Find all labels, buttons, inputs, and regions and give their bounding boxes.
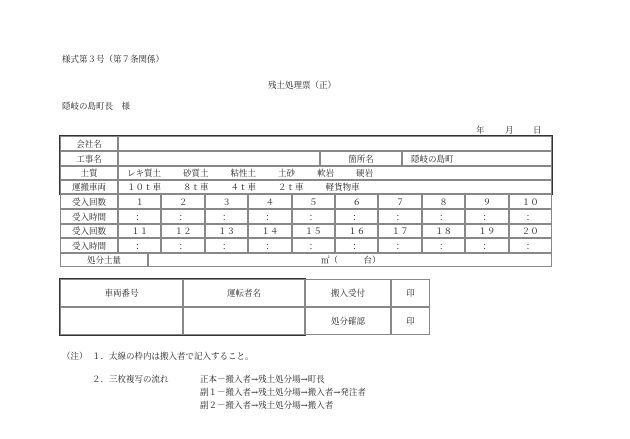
flow-3: 副２－搬入者→残土処分場→搬入者 [200,401,334,411]
count-cell: ２ [161,194,204,209]
note-2: ２．三枚複写の流れ [92,375,169,385]
count-cell: １１ [118,224,161,238]
soil-type-option[interactable]: 粘性土 [230,169,257,179]
time-cell[interactable]: ： [335,209,378,224]
note-1: １．太線の枠内は搬入者で記入すること。 [92,352,254,362]
driver-field[interactable] [183,307,305,335]
time-cell[interactable]: ： [378,209,421,224]
count-cell: １７ [378,224,421,238]
count-cell: １４ [248,224,291,238]
time-cell[interactable]: ： [248,209,291,224]
time-cell[interactable]: ： [292,209,335,224]
time-cell[interactable]: ： [118,238,161,253]
count-cell: １３ [205,224,248,238]
soil-types[interactable] [118,166,552,180]
time-cell[interactable]: ： [161,238,204,253]
count-cell: １９ [465,224,508,238]
company-field[interactable] [118,136,552,151]
count-cell: ６ [335,194,378,209]
soil-type-option[interactable]: 硬岩 [356,169,374,179]
count-label: 受入回数 [60,194,118,209]
date-month: 月 [505,126,514,136]
count-cell: １５ [292,224,335,238]
vehicle-no-field[interactable] [60,307,183,335]
soil-type-option[interactable]: 軟岩 [317,169,335,179]
location-label: 箇所名 [320,151,402,166]
location-value: 隠岐の島町 [402,151,552,166]
time-cell[interactable]: ： [378,238,421,253]
count-cell: １６ [335,224,378,238]
vehicle-option[interactable]: ４ｔ車 [230,183,257,193]
date-day: 日 [533,126,542,136]
vehicle-option[interactable]: ２ｔ車 [278,183,304,193]
count-cell: ４ [248,194,291,209]
confirmed-label: 処分確認 [305,307,391,335]
disposal-label: 処分土量 [60,253,148,267]
received-label: 搬入受付 [305,279,391,307]
count-cell: １０ [509,194,552,209]
time-cell[interactable]: ： [422,209,465,224]
time-cell[interactable]: ： [465,238,508,253]
count-cell: ７ [378,194,421,209]
flow-1: 正本－搬入者→残土処分場→町長 [200,375,325,385]
soil-type-option[interactable]: 土砂 [278,169,296,179]
soil-type-option[interactable]: 砂質土 [183,169,209,179]
count-cell: ３ [205,194,248,209]
time-label: 受入時間 [60,209,118,224]
project-field[interactable] [118,151,320,166]
count-cell: １ [118,194,161,209]
count-cell: ２０ [509,224,552,238]
count-cell: ８ [422,194,465,209]
time-cell[interactable]: ： [205,238,248,253]
vehicle-label: 運搬車両 [60,180,118,194]
addressee: 隠岐の島町長 様 [62,102,131,112]
project-label: 工事名 [60,151,118,166]
count-cell: １８ [422,224,465,238]
received-seal[interactable]: 印 [391,279,430,307]
time-cell[interactable]: ： [248,238,291,253]
soil-label: 土質 [60,166,118,180]
time-cell[interactable]: ： [335,238,378,253]
vehicle-option[interactable]: １０ｔ車 [127,183,162,193]
disposal-amount[interactable]: ㎡（ 台） [148,253,552,267]
time-cell[interactable]: ： [292,238,335,253]
time-cell[interactable]: ： [205,209,248,224]
time-label: 受入時間 [60,238,118,253]
time-cell[interactable]: ： [161,209,204,224]
vehicle-option[interactable]: ８ｔ車 [183,183,209,193]
company-label: 会社名 [60,136,118,151]
note-prefix: （注） [62,352,88,362]
form-number: 様式第３号（第７条関係） [62,55,165,65]
page-title: 残土処理票（正） [268,81,337,91]
time-cell[interactable]: ： [465,209,508,224]
time-cell[interactable]: ： [509,238,552,253]
driver-label: 運転者名 [183,279,305,307]
vehicle-option[interactable]: 軽貨物車 [325,183,360,193]
flow-2: 副１－搬入者→残土処分場→搬入者→発注者 [200,388,366,398]
vehicle-no-label: 車両番号 [60,279,183,307]
soil-type-option[interactable]: レキ質土 [127,169,162,179]
count-cell: １２ [161,224,204,238]
time-cell[interactable]: ： [422,238,465,253]
count-cell: ９ [465,194,508,209]
confirmed-seal[interactable]: 印 [391,307,430,335]
time-cell[interactable]: ： [118,209,161,224]
count-cell: ５ [292,194,335,209]
count-label: 受入回数 [60,224,118,238]
vehicle-types[interactable] [118,180,552,194]
time-cell[interactable]: ： [509,209,552,224]
date-year: 年 [476,126,485,136]
